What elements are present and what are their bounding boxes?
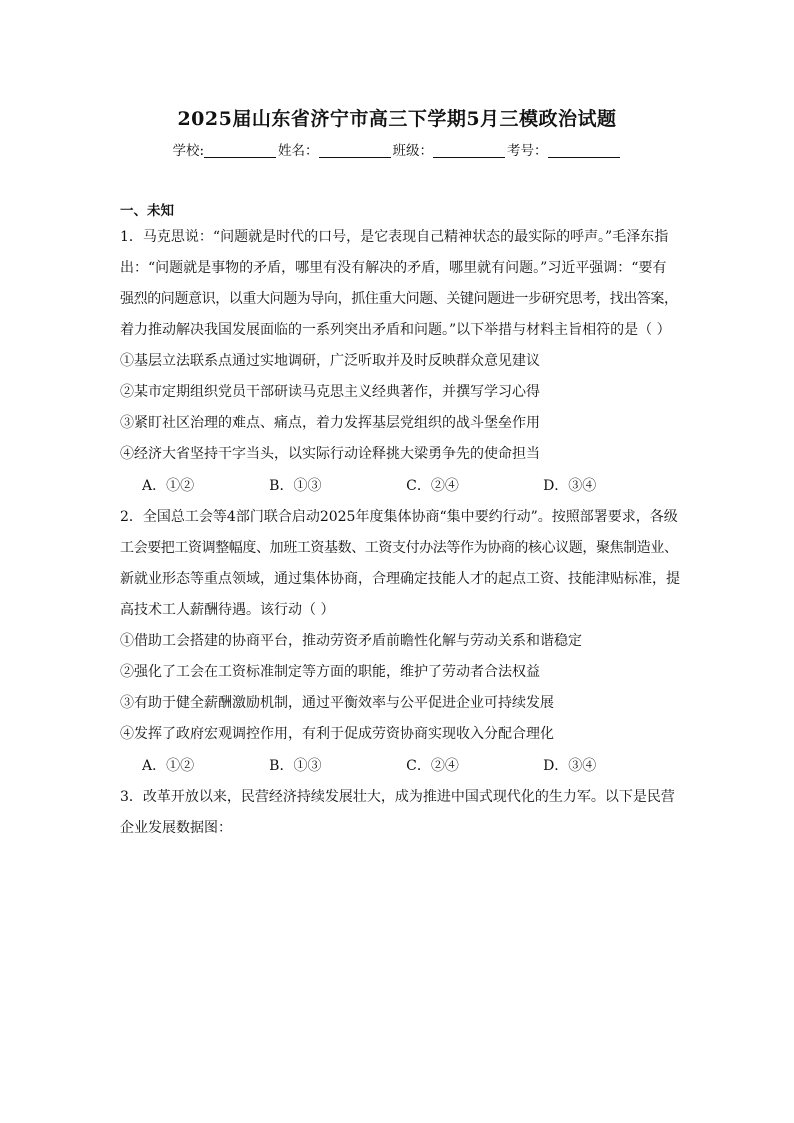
option-b[interactable]: B．①③ bbox=[269, 478, 322, 494]
statement-item: ④经济大省坚持干字当头，以实际行动诠释挑大梁勇争先的使命担当 bbox=[120, 446, 540, 462]
school-label: 学校: bbox=[172, 143, 205, 159]
page-title: 2025届山东省济宁市高三下学期5月三模政治试题 bbox=[177, 108, 617, 130]
option-c[interactable]: C．②④ bbox=[406, 758, 459, 774]
student-info-line bbox=[0, 139, 794, 159]
statement-item: ③有助于健全薪酬激励机制，通过平衡效率与公平促进企业可持续发展 bbox=[120, 695, 554, 711]
school-blank[interactable] bbox=[204, 143, 276, 158]
name-blank[interactable] bbox=[319, 143, 391, 158]
statement-item: ③紧盯社区治理的难点、痛点，着力发挥基层党组织的战斗堡垒作用 bbox=[120, 415, 540, 431]
option-d[interactable]: D．③④ bbox=[543, 478, 597, 494]
question-1 bbox=[120, 222, 680, 502]
option-c[interactable]: C．②④ bbox=[406, 478, 459, 494]
statement-item: ②强化了工会在工资标准制定等方面的职能，维护了劳动者合法权益 bbox=[120, 664, 540, 680]
question-stem-line: 强烈的问题意识，以重大问题为导向，抓住重大问题、关键问题进一步研究思考，找出答案， bbox=[120, 291, 678, 307]
question-stem-line: 新就业形态等重点领域，通过集体协商，合理确定技能人才的起点工资、技能津贴标准，提 bbox=[120, 571, 680, 587]
section-heading: 一、未知 bbox=[120, 203, 174, 219]
statement-item: ②某市定期组织党员干部研读马克思主义经典著作，并撰写学习心得 bbox=[120, 384, 540, 400]
question-2 bbox=[120, 502, 680, 782]
statement-item: ④发挥了政府宏观调控作用，有利于促成劳资协商实现收入分配合理化 bbox=[120, 726, 554, 742]
question-stem-line: 工会要把工资调整幅度、加班工资基数、工资支付办法等作为协商的核心议题，聚焦制造业、 bbox=[120, 540, 678, 556]
question-3 bbox=[120, 782, 680, 844]
option-a[interactable]: A．①② bbox=[142, 758, 195, 774]
number-blank[interactable] bbox=[548, 143, 620, 158]
statement-item: ①借助工会搭建的协商平台，推动劳资矛盾前瞻性化解与劳动关系和谐稳定 bbox=[120, 633, 582, 649]
class-blank[interactable] bbox=[433, 143, 505, 158]
question-stem-line: 2．全国总工会等4部门联合启动2025年度集体协商“集中要约行动”。按照部署要求，各级 bbox=[120, 509, 678, 525]
question-stem-line: 着力推动解决我国发展面临的一系列突出矛盾和问题。”以下举措与材料主旨相符的是（ ） bbox=[120, 322, 671, 338]
option-d[interactable]: D．③④ bbox=[543, 758, 597, 774]
statement-item: ①基层立法联系点通过实地调研，广泛听取并及时反映群众意见建议 bbox=[120, 353, 540, 369]
question-stem-line: 企业发展数据图： bbox=[120, 820, 232, 836]
name-label: 姓名： bbox=[278, 143, 319, 159]
question-stem-line: 高技术工人薪酬待遇。该行动（ ） bbox=[120, 602, 335, 618]
exam-content bbox=[120, 200, 680, 844]
option-a[interactable]: A．①② bbox=[142, 478, 195, 494]
answer-options bbox=[120, 750, 680, 782]
number-label: 考号： bbox=[507, 143, 548, 159]
question-stem-line: 1．马克思说：“问题就是时代的口号，是它表现自己精神状态的最实际的呼声。”毛泽东指 bbox=[120, 229, 669, 245]
class-label: 班级： bbox=[392, 143, 434, 159]
option-b[interactable]: B．①③ bbox=[269, 758, 322, 774]
question-stem-line: 出：“问题就是事物的矛盾，哪里有没有解决的矛盾，哪里就有问题。”习近平强调：“要有 bbox=[120, 260, 667, 276]
answer-options bbox=[120, 470, 680, 502]
question-stem-line: 3．改革开放以来，民营经济持续发展壮大，成为推进中国式现代化的生力军。以下是民营 bbox=[120, 789, 675, 805]
